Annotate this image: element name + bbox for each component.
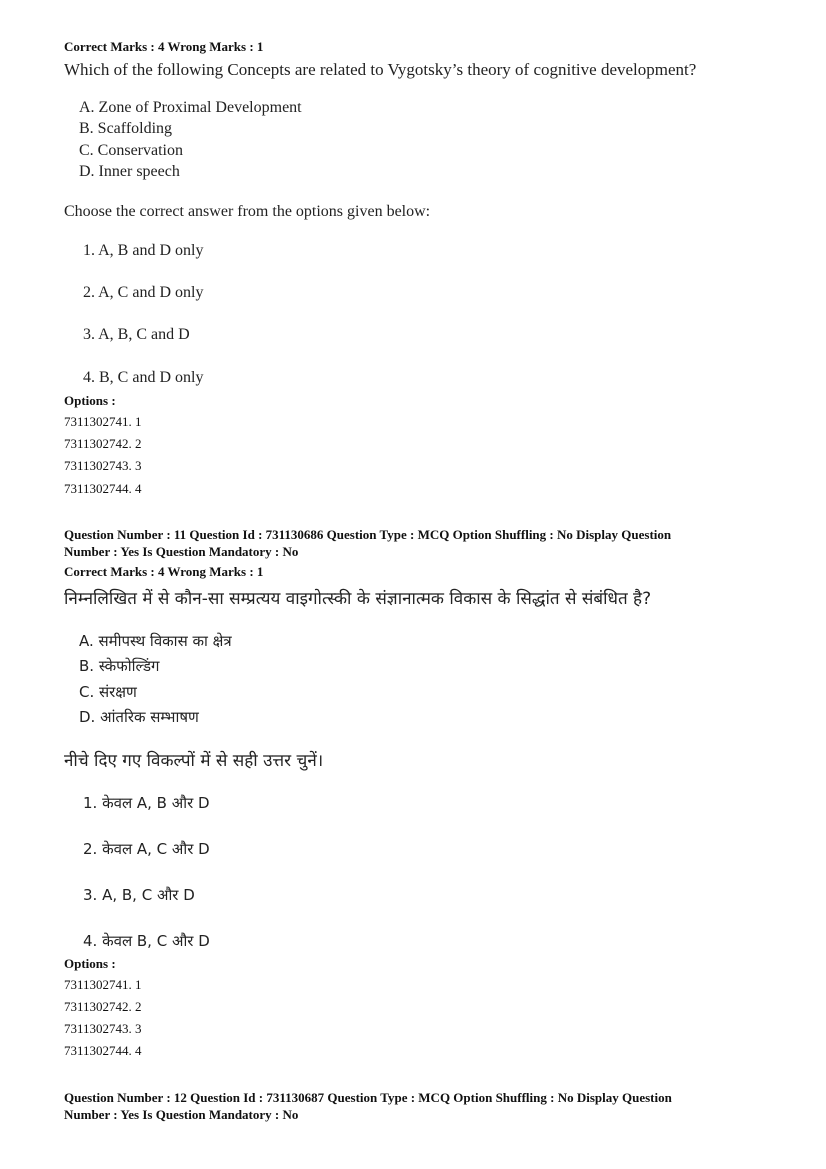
q10-option-id-1: 7311302741. 1 xyxy=(64,414,142,429)
q10-option-id-2: 7311302742. 2 xyxy=(64,436,142,451)
q10-statement-c: C. Conservation xyxy=(79,142,183,159)
q11-options-label: Options : xyxy=(64,956,116,971)
q11-question: निम्नलिखित में से कौन-सा सम्प्रत्यय वाइगोत्स्की के संज्ञानात्मक विकास के सिद्धांत से संबंधित है? xyxy=(64,589,652,609)
q11-option-id-2: 7311302742. 2 xyxy=(64,999,142,1014)
q10-option-id-4: 7311302744. 4 xyxy=(64,481,142,496)
q10-choice-1: 1. A, B and D only xyxy=(83,242,204,259)
q11-instruction: नीचे दिए गए विकल्पों में से सही उत्तर चुनें। xyxy=(64,751,324,771)
q11-choice-2: 2. केवल A, C और D xyxy=(83,840,210,858)
q11-header-line2: Number : Yes Is Question Mandatory : No xyxy=(64,544,299,559)
q11-choice-4: 4. केवल B, C और D xyxy=(83,932,210,950)
q10-question: Which of the following Concepts are related to Vygotsky’s theory of cognitive development? xyxy=(64,60,697,79)
q10-option-id-3: 7311302743. 3 xyxy=(64,458,142,473)
q10-choice-3: 3. A, B, C and D xyxy=(83,326,190,343)
q11-statement-a: A. समीपस्थ विकास का क्षेत्र xyxy=(79,632,232,650)
q10-options-label: Options : xyxy=(64,393,116,408)
q11-choice-1: 1. केवल A, B और D xyxy=(83,794,210,812)
q10-choice-4: 4. B, C and D only xyxy=(83,369,204,386)
q11-choice-3: 3. A, B, C और D xyxy=(83,886,195,904)
q11-statement-c: C. संरक्षण xyxy=(79,683,137,701)
q10-choice-2: 2. A, C and D only xyxy=(83,284,204,301)
q12-header-line1: Question Number : 12 Question Id : 731130687 Question Type : MCQ Option Shuffling : No Display Question xyxy=(64,1090,672,1105)
q11-option-id-1: 7311302741. 1 xyxy=(64,977,142,992)
q10-statement-b: B. Scaffolding xyxy=(79,120,173,137)
q10-statement-d: D. Inner speech xyxy=(79,163,180,180)
q11-marks: Correct Marks : 4 Wrong Marks : 1 xyxy=(64,564,264,579)
q10-instruction: Choose the correct answer from the options given below: xyxy=(64,203,431,220)
q10-statement-a: A. Zone of Proximal Development xyxy=(79,99,302,116)
q12-header-line2: Number : Yes Is Question Mandatory : No xyxy=(64,1107,299,1122)
q11-header-line1: Question Number : 11 Question Id : 731130686 Question Type : MCQ Option Shuffling : No Display Question xyxy=(64,527,672,542)
q10-marks: Correct Marks : 4 Wrong Marks : 1 xyxy=(64,39,264,54)
q11-statement-d: D. आंतरिक सम्भाषण xyxy=(79,708,199,726)
q11-statement-b: B. स्केफोल्डिंग xyxy=(79,657,160,675)
q11-option-id-4: 7311302744. 4 xyxy=(64,1043,142,1058)
q11-option-id-3: 7311302743. 3 xyxy=(64,1021,142,1036)
